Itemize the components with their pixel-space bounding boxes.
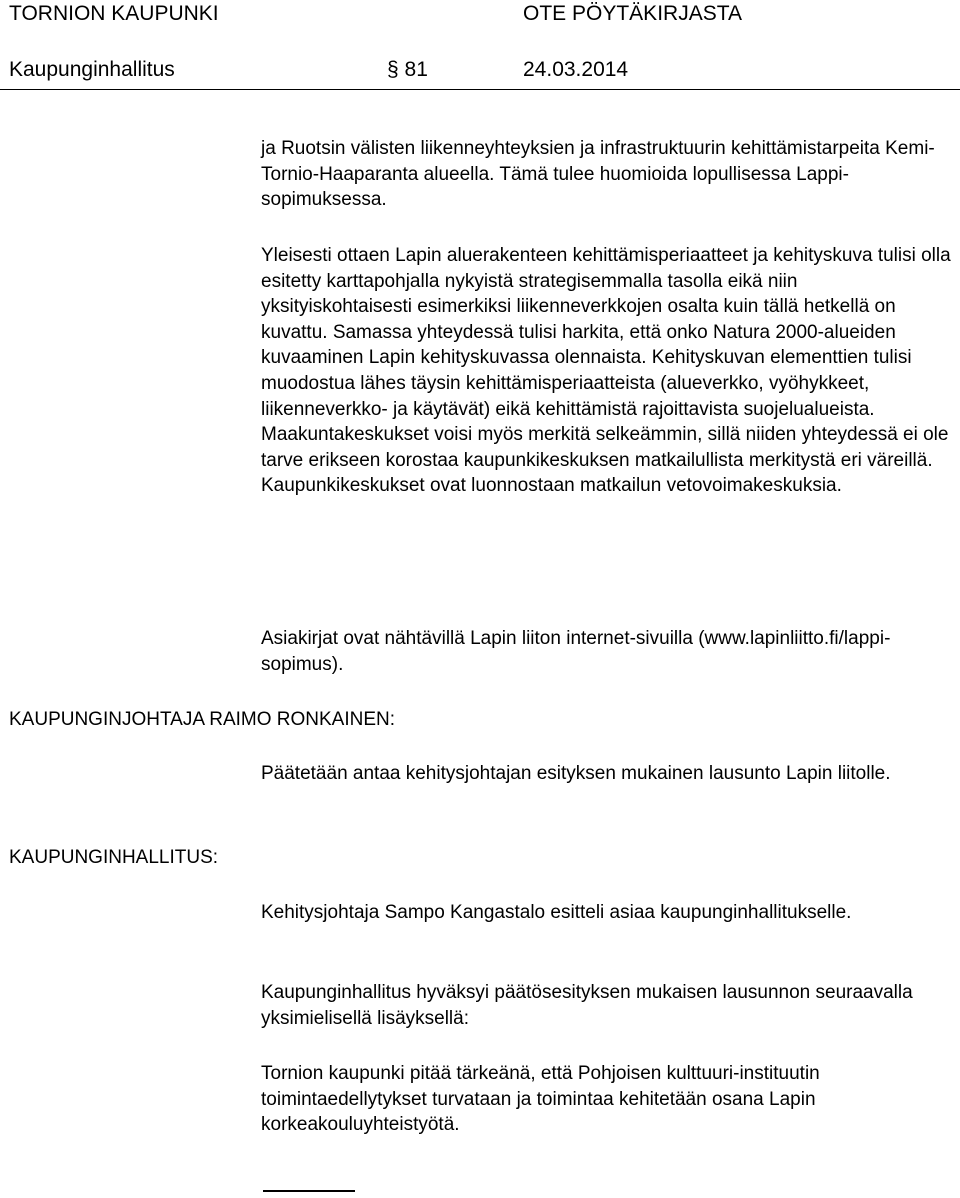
paragraph-proposal: Päätetään antaa kehitysjohtajan esityksen mukainen lausunto Lapin liitolle. [261,763,891,784]
label-board: KAUPUNGINHALLITUS: [9,847,219,868]
paragraph-decision: Kaupunginhallitus hyväksyi päätösesityksen mukaisen lausunnon seuraavalla yksimielisellä lisäyksellä: [261,982,913,1029]
organization-name: TORNION KAUPUNKI [9,2,219,25]
section-number: § 81 [387,58,428,81]
paragraph-main: Yleisesti ottaen Lapin aluerakenteen kehittämisperiaatteet ja kehityskuva tulisi olla esitetty karttapohjalla nykyistä strategisemmalla tasolla eikä niin yksityiskohtaisesti esimerkiksi liikenneverkkojen osalta kuin tällä hetkellä on kuvattu. Samassa yhteydessä tulisi harkita, että onko Natura 2000-alueiden kuvaaminen Lapin kehityskuvassa olennaista. Kehityskuvan elementtien tulisi muodostua lähes täysin kehittämisperiaatteista (alueverkko, vyöhykkeet, liikenneverkko- ja käytävät) eikä kehittämistä rajoittavista suojelualueista. Maakuntakeskukset voisi myös merkitä selkeämmin, sillä niiden yhteydessä ei ole tarve erikseen korostaa kaupunkikeskuksen matkailullista merkitystä eri väreillä. Kaupunkikeskukset ovat luonnostaan matkailun vetovoimakeskuksia. [261,245,951,497]
paragraph-continuation: ja Ruotsin välisten liikenneyhteyksien ja infrastruktuurin kehittämistarpeita Kemi-Tornio-Haaparanta alueella. Tämä tulee huomioida lopullisessa Lappi-sopimuksessa. [261,138,935,211]
document-type: OTE PÖYTÄKIRJASTA [523,2,742,25]
paragraph-documents: Asiakirjat ovat nähtävillä Lapin liiton internet-sivuilla (www.lapinliitto.fi/lappi-sopimus). [261,628,891,675]
meeting-date: 24.03.2014 [523,58,629,81]
header-divider [0,89,960,90]
label-mayor: KAUPUNGINJOHTAJA RAIMO RONKAINEN: [9,709,396,730]
meeting-body: Kaupunginhallitus [9,58,175,81]
paragraph-addition: Tornion kaupunki pitää tärkeänä, että Pohjoisen kulttuuri-instituutin toimintaedellytykset turvataan ja toimintaa kehitetään osana Lapin korkeakouluyhteistyötä. [261,1063,820,1136]
signature-line [263,1190,355,1192]
paragraph-presented: Kehitysjohtaja Sampo Kangastalo esitteli asiaa kaupunginhallitukselle. [261,902,852,923]
